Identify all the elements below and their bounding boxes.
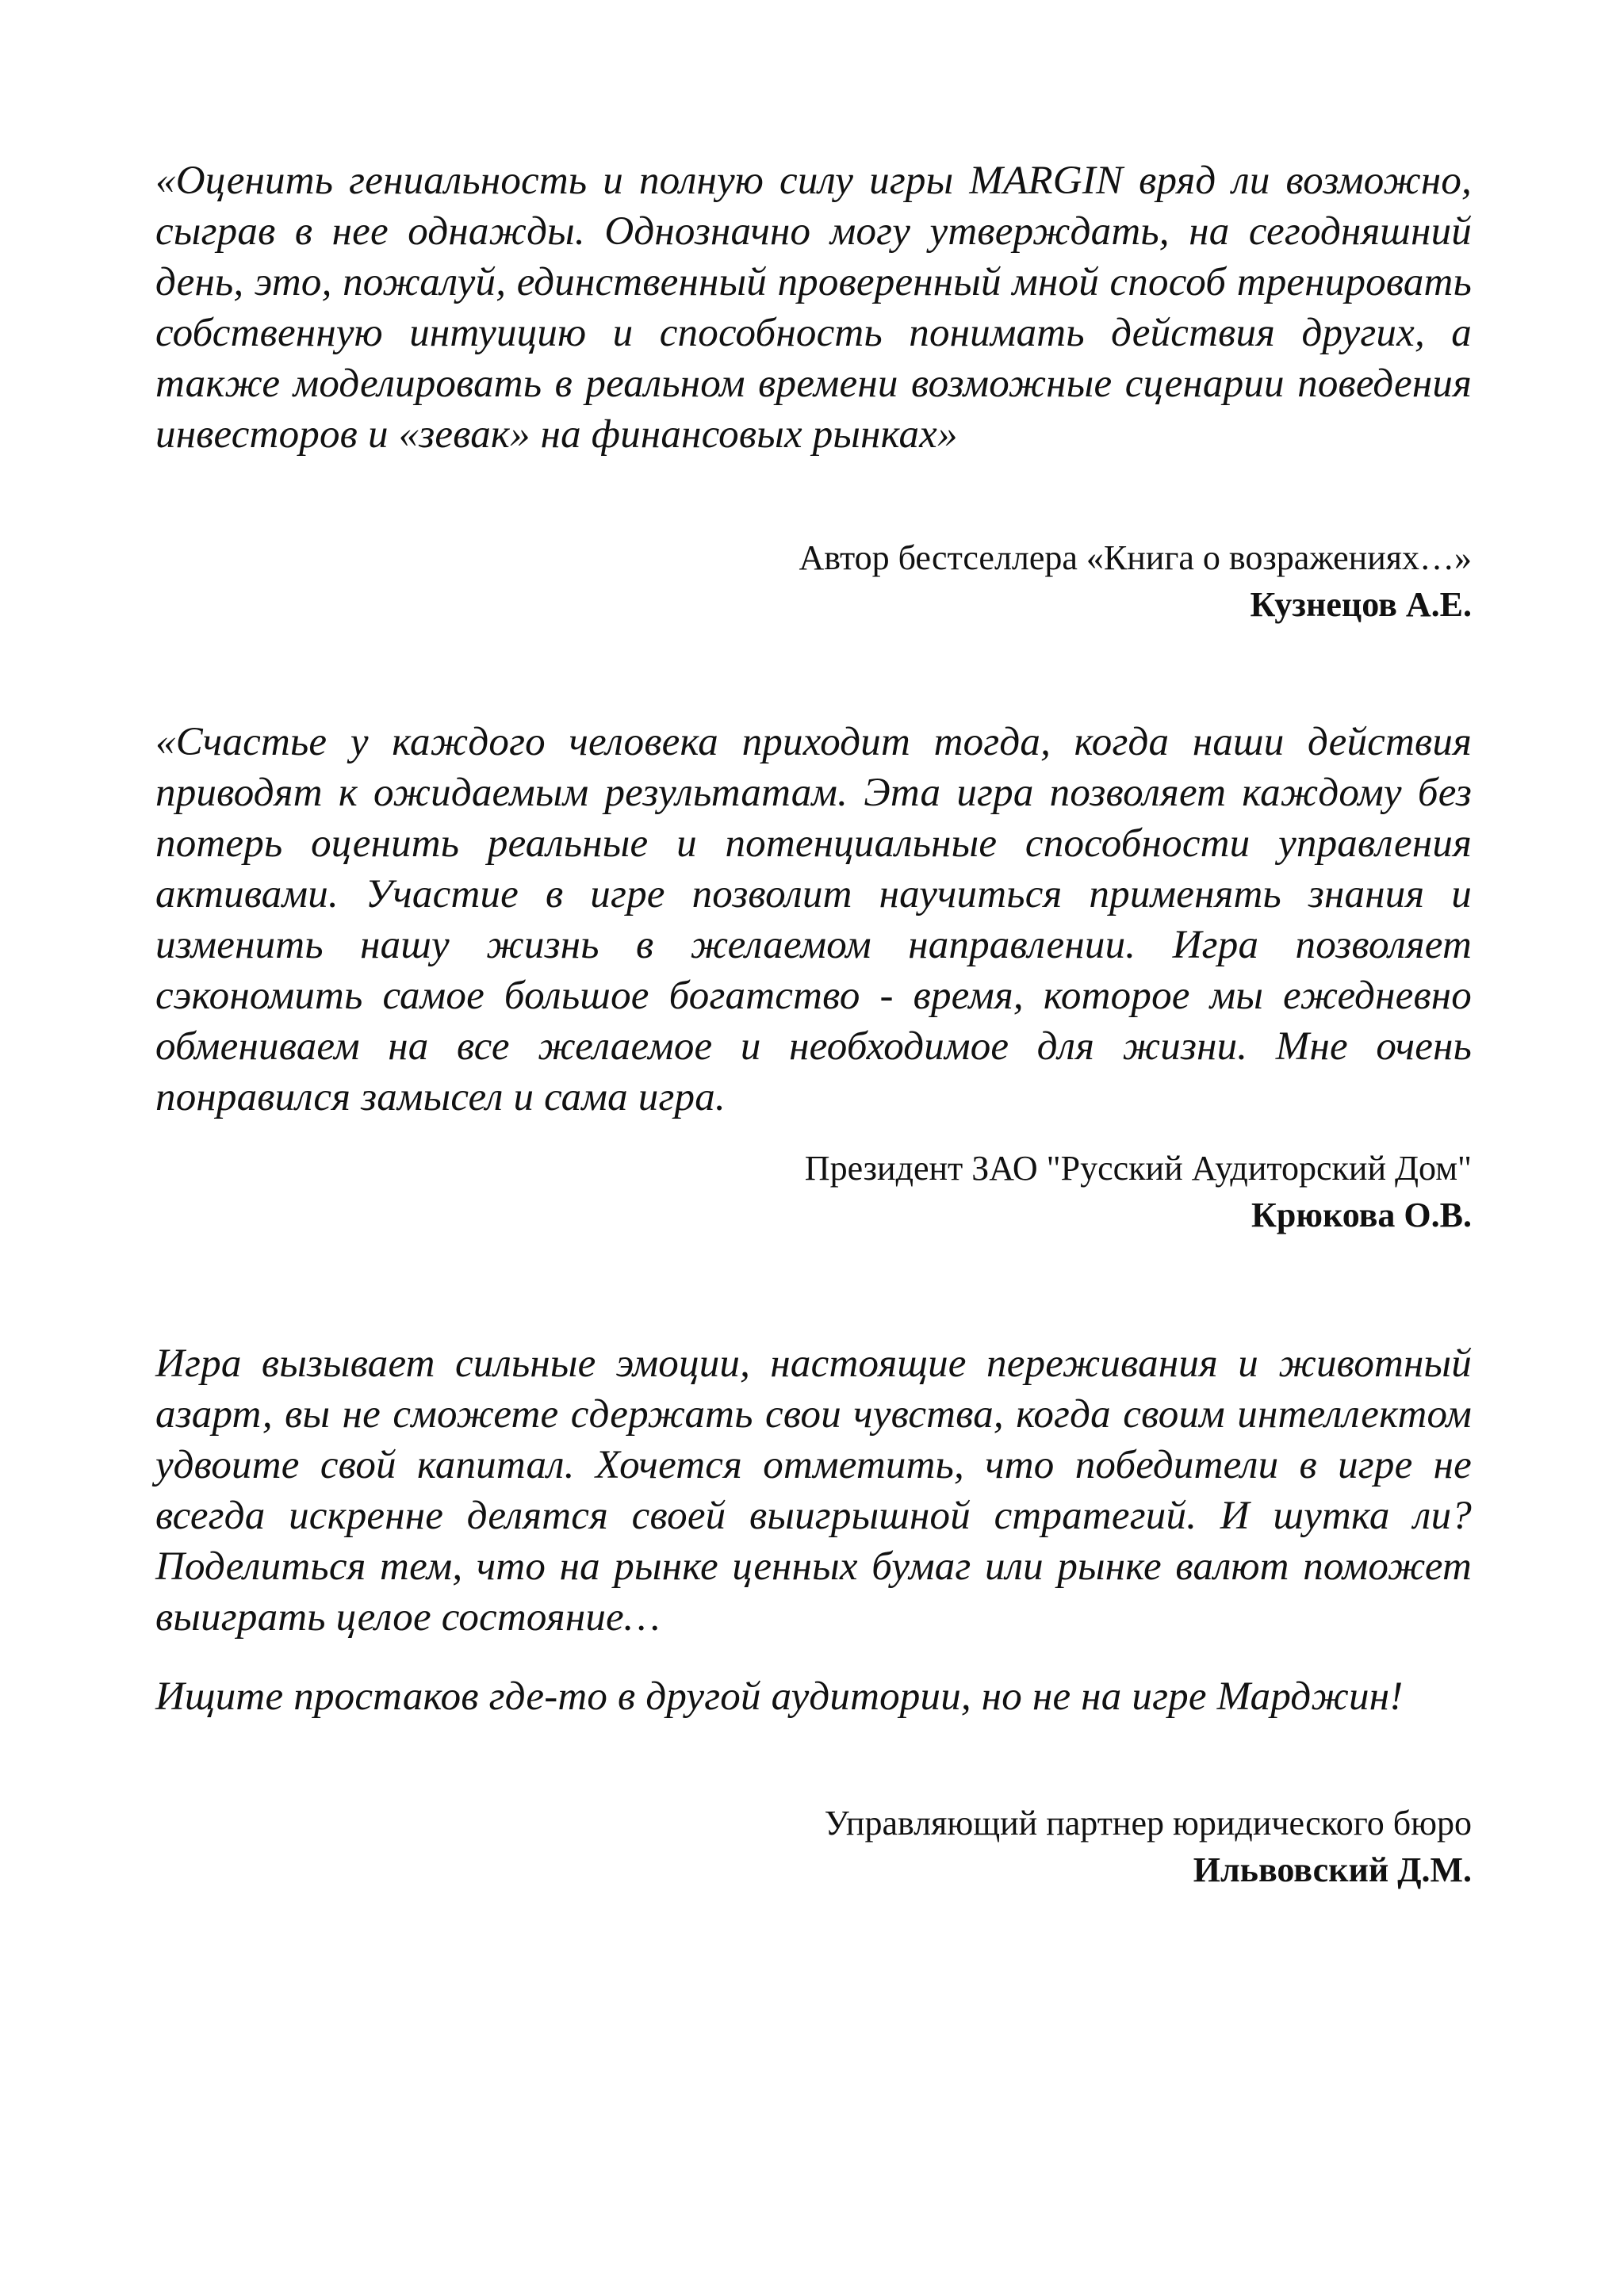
author-name: Ильвовский Д.М. xyxy=(1193,1850,1472,1889)
author-role: Президент ЗАО "Русский Аудиторский Дом" xyxy=(804,1149,1472,1188)
testimonial-quote-closing: Ищите простаков где-то в другой аудитории, но не на игре Марджин! xyxy=(155,1674,1404,1719)
testimonial-signature xyxy=(155,534,1472,628)
testimonial-signature xyxy=(155,1145,1472,1238)
author-name: Крюкова О.В. xyxy=(1251,1196,1472,1234)
testimonial-quote: Игра вызывает сильные эмоции, настоящие переживания и животный азарт, вы не сможете сдержать свои чувства, когда своим интеллектом удвоите свой капитал. Хочется отметить, что победители в игре не всегда искренне делятся своей выигрышной стратегий. И шутка ли? Поделиться тем, что на рынке ценных бумаг или рынке валют поможет выиграть целое состояние… xyxy=(155,1341,1472,1640)
testimonial-signature xyxy=(155,1800,1472,1893)
testimonial-quote: «Счастье у каждого человека приходит тогда, когда наши действия приводят к ожидаемым результатам. Эта игра позволяет каждому без потерь оценить реальные и потенциальные способности управления активами. Участие в игре позволит научиться применять знания и изменить нашу жизнь в желаемом направлении. Игра позволяет сэкономить самое большое богатство - время, которое мы ежедневно обмениваем на все желаемое и необходимое для жизни. Мне очень понравился замысел и сама игра. xyxy=(155,720,1472,1119)
author-role: Автор бестселлера «Книга о возражениях…» xyxy=(799,538,1472,577)
testimonial-quote: «Оценить гениальность и полную силу игры MARGIN вряд ли возможно, сыграв в нее однажды. Однозначно могу утверждать, на сегодняшний день, это, пожалуй, единственный проверенный мной способ тренировать собственную интуицию и способность понимать действия других, а также моделировать в реальном времени возможные сценарии поведения инвесторов и «зевак» на финансовых рынках» xyxy=(155,159,1472,457)
author-name: Кузнецов А.Е. xyxy=(1250,585,1472,624)
author-role: Управляющий партнер юридического бюро xyxy=(824,1804,1472,1843)
